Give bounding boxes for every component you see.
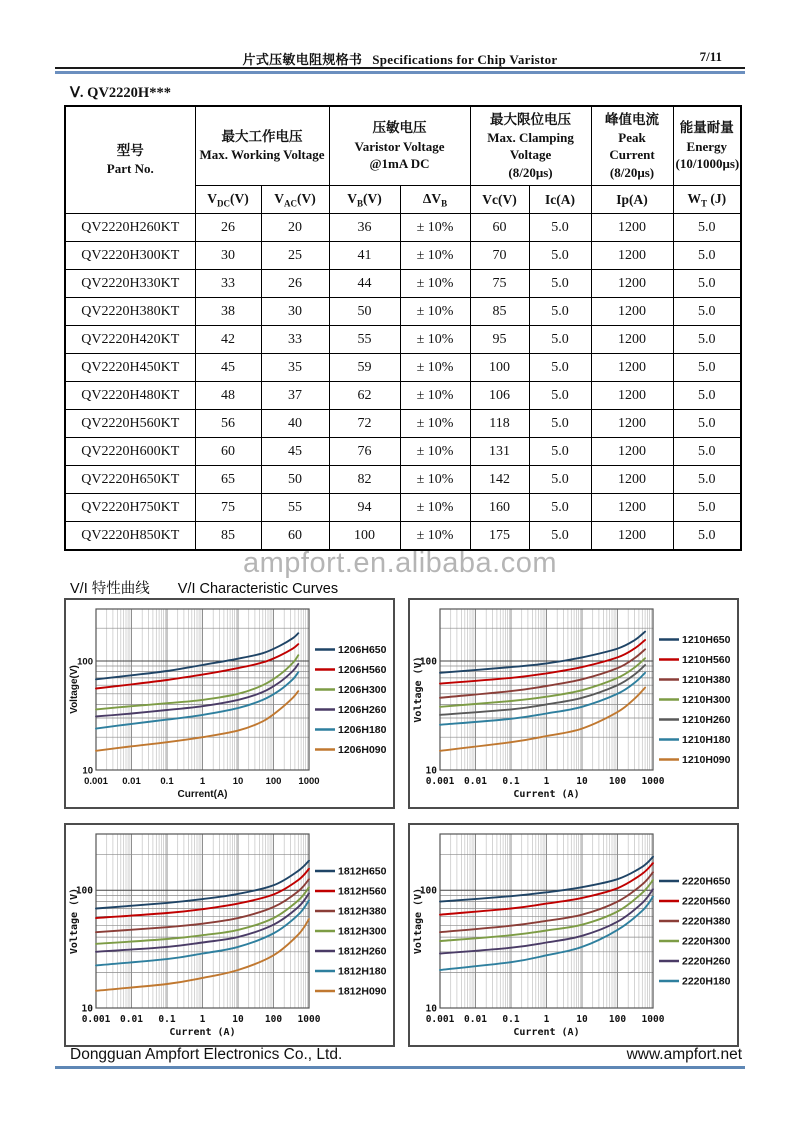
x-tick-label: 0.1	[502, 776, 520, 787]
legend-label: 2220H260	[682, 955, 731, 968]
y-tick-label: 10	[82, 765, 93, 777]
y-tick-label: 100	[419, 656, 437, 668]
value-cell: 1200	[591, 242, 673, 270]
table-row	[65, 382, 741, 410]
subheader-cell-3: $\Delta V_B$	[400, 186, 470, 214]
legend-label: 1210H300	[682, 694, 731, 706]
value-cell: 142	[470, 466, 529, 494]
legend-label: 1206H650	[338, 644, 387, 656]
value-cell: 5.0	[673, 522, 741, 551]
value-cell: 26	[195, 214, 261, 242]
section-title: Ⅴ. QV2220H***	[70, 85, 171, 101]
table-row	[65, 494, 741, 522]
value-cell: ± 10%	[400, 466, 470, 494]
x-axis-title: Current(A)	[177, 789, 228, 800]
x-tick-label: 1000	[641, 1014, 665, 1025]
value-cell: 45	[195, 354, 261, 382]
x-tick-label: 0.1	[158, 1014, 176, 1025]
y-tick-label: 10	[425, 1003, 437, 1015]
value-cell: 1200	[591, 466, 673, 494]
legend-label: 1206H180	[338, 724, 387, 736]
clamping-en2: Voltage	[509, 147, 552, 163]
x-tick-label: 1	[199, 1014, 206, 1025]
part-no-cell: QV2220H260KT	[65, 214, 195, 242]
varistor-en1: Varistor Voltage	[354, 138, 445, 154]
value-cell: 55	[329, 326, 400, 354]
value-cell: 1200	[591, 214, 673, 242]
header-rule-black	[55, 67, 745, 69]
x-tick-label: 1	[543, 776, 550, 787]
part-no-cell: QV2220H480KT	[65, 382, 195, 410]
clamping-en3: (8/20μs)	[508, 164, 553, 180]
peak-en1: Peak	[618, 129, 646, 145]
value-cell: 5.0	[529, 298, 591, 326]
footer-rule-blue	[55, 1066, 745, 1069]
part-no-cell: QV2220H420KT	[65, 326, 195, 354]
value-cell: 106	[470, 382, 529, 410]
vi-chart-svg	[410, 825, 737, 1045]
value-cell: 56	[195, 410, 261, 438]
y-axis-title: Voltage (V)	[413, 656, 424, 723]
x-tick-label: 10	[576, 776, 588, 787]
x-tick-label: 1	[199, 776, 206, 787]
page-number: 7/11	[699, 49, 722, 64]
value-cell: 5.0	[673, 326, 741, 354]
value-cell: 45	[261, 438, 329, 466]
x-tick-label: 100	[264, 1014, 283, 1025]
y-axis-title: Voltage(V)	[69, 665, 80, 714]
table-row	[65, 214, 741, 242]
legend-label: 2220H180	[682, 975, 731, 988]
value-cell: 5.0	[529, 438, 591, 466]
x-tick-label: 0.1	[160, 776, 174, 787]
value-cell: 5.0	[673, 298, 741, 326]
footer-company: Dongguan Ampfort Electronics Co., Ltd.	[70, 1046, 343, 1063]
legend-label: 1812H560	[338, 885, 387, 898]
value-cell: 36	[329, 214, 400, 242]
value-cell: ± 10%	[400, 382, 470, 410]
value-cell: 5.0	[529, 382, 591, 410]
y-axis-title: Voltage (V)	[69, 887, 80, 955]
value-cell: 5.0	[673, 354, 741, 382]
varistor-cn: 压敏电压	[372, 120, 427, 136]
value-cell: ± 10%	[400, 298, 470, 326]
vi-chart-1210	[408, 598, 739, 809]
table-row	[65, 466, 741, 494]
part-no-cell: QV2220H560KT	[65, 410, 195, 438]
x-tick-label: 10	[232, 776, 244, 787]
legend-label: 1812H180	[338, 965, 387, 978]
table-group-header-row	[65, 106, 741, 186]
table-row	[65, 522, 741, 551]
x-tick-label: 0.001	[84, 776, 108, 787]
part-no-cell: QV2220H300KT	[65, 242, 195, 270]
value-cell: 30	[261, 298, 329, 326]
value-cell: 48	[195, 382, 261, 410]
value-cell: 5.0	[673, 410, 741, 438]
part-no-cell: QV2220H750KT	[65, 494, 195, 522]
subheader-cell-6: Ip(A)	[591, 186, 673, 214]
legend-label: 1206H300	[338, 684, 387, 696]
value-cell: 1200	[591, 522, 673, 551]
value-cell: 5.0	[673, 214, 741, 242]
x-tick-label: 100	[608, 1014, 627, 1025]
y-tick-label: 100	[77, 656, 93, 668]
x-tick-label: 100	[608, 776, 627, 787]
x-tick-label: 0.001	[425, 1014, 455, 1025]
part-no-cell: QV2220H600KT	[65, 438, 195, 466]
value-cell: 5.0	[529, 354, 591, 382]
value-cell: 5.0	[529, 326, 591, 354]
legend-label: 2220H650	[682, 875, 731, 888]
value-cell: ± 10%	[400, 242, 470, 270]
value-cell: 5.0	[673, 242, 741, 270]
curves-title-en: V/I Characteristic Curves	[177, 581, 339, 597]
y-tick-label: 10	[425, 765, 437, 777]
value-cell: 160	[470, 494, 529, 522]
value-cell: 5.0	[673, 438, 741, 466]
legend-label: 2220H560	[682, 895, 731, 908]
watermark-text: ampfort.en.alibaba.com	[242, 547, 558, 579]
value-cell: 26	[261, 270, 329, 298]
value-cell: 65	[195, 466, 261, 494]
x-axis-title: Current (A)	[169, 1027, 236, 1038]
legend-label: 1206H560	[338, 664, 387, 676]
value-cell: 5.0	[529, 494, 591, 522]
x-tick-label: 1	[543, 1014, 550, 1025]
table-row	[65, 326, 741, 354]
energy-en1: Energy	[686, 138, 727, 154]
value-cell: 1200	[591, 298, 673, 326]
part-no-en: Part No.	[106, 161, 154, 177]
value-cell: 62	[329, 382, 400, 410]
peak-en3: (8/20μs)	[609, 164, 655, 180]
value-cell: 5.0	[673, 270, 741, 298]
value-cell: 50	[329, 298, 400, 326]
table-row	[65, 242, 741, 270]
value-cell: 5.0	[673, 494, 741, 522]
value-cell: 5.0	[529, 410, 591, 438]
y-axis-title: Voltage (V)	[413, 887, 424, 955]
clamping-en1: Max. Clamping	[487, 129, 574, 145]
value-cell: 5.0	[529, 522, 591, 551]
legend-label: 1210H380	[682, 674, 731, 686]
x-tick-label: 0.01	[464, 1014, 487, 1025]
value-cell: 60	[261, 522, 329, 551]
value-cell: 50	[261, 466, 329, 494]
x-axis-title: Current (A)	[513, 1027, 580, 1038]
subheader-cell-4: Vc(V)	[470, 186, 529, 214]
col-header-part-no	[65, 106, 195, 214]
x-tick-label: 0.001	[425, 776, 455, 787]
table-row	[65, 354, 741, 382]
value-cell: 38	[195, 298, 261, 326]
col-header-peak-current	[591, 106, 673, 186]
value-cell: 41	[329, 242, 400, 270]
vi-chart-1812	[64, 823, 395, 1047]
y-tick-label: 10	[81, 1003, 93, 1015]
value-cell: 70	[470, 242, 529, 270]
peak-en2: Current	[609, 147, 655, 163]
col-header-energy	[673, 106, 741, 186]
part-no-cell: QV2220H330KT	[65, 270, 195, 298]
value-cell: 5.0	[673, 466, 741, 494]
x-tick-label: 1000	[298, 776, 320, 787]
value-cell: 82	[329, 466, 400, 494]
value-cell: 5.0	[529, 242, 591, 270]
col-header-working-voltage	[195, 106, 329, 186]
x-tick-label: 10	[576, 1014, 588, 1025]
col-header-varistor-voltage	[329, 106, 470, 186]
x-tick-label: 1000	[297, 1014, 321, 1025]
legend-label: 1206H090	[338, 744, 387, 756]
value-cell: 60	[470, 214, 529, 242]
energy-cn: 能量耐量	[679, 120, 734, 136]
value-cell: ± 10%	[400, 354, 470, 382]
vi-chart-svg	[410, 600, 737, 807]
subheader-cell-0: $V_{DC}(V)$	[195, 186, 261, 214]
x-tick-label: 0.01	[122, 776, 141, 787]
doc-title-en: Specifications for Chip Varistor	[372, 52, 558, 67]
value-cell: 5.0	[529, 466, 591, 494]
part-no-cn: 型号	[116, 143, 144, 159]
value-cell: 1200	[591, 494, 673, 522]
value-cell: 1200	[591, 410, 673, 438]
value-cell: 33	[261, 326, 329, 354]
varistor-en2: @1mA DC	[369, 156, 430, 172]
value-cell: 60	[195, 438, 261, 466]
x-axis-title: Current (A)	[513, 789, 580, 800]
value-cell: 40	[261, 410, 329, 438]
x-tick-label: 0.01	[464, 776, 487, 787]
vi-chart-1206	[64, 598, 395, 809]
working-cn: 最大工作电压	[221, 129, 303, 145]
value-cell: 100	[470, 354, 529, 382]
value-cell: 72	[329, 410, 400, 438]
x-tick-label: 1000	[641, 776, 665, 787]
value-cell: ± 10%	[400, 438, 470, 466]
value-cell: 59	[329, 354, 400, 382]
value-cell: 25	[261, 242, 329, 270]
subheader-cell-1: $V_{AC}(V)$	[261, 186, 329, 214]
footer-website: www.ampfort.net	[626, 1046, 742, 1063]
value-cell: 100	[329, 522, 400, 551]
value-cell: 1200	[591, 438, 673, 466]
legend-label: 1812H090	[338, 985, 387, 998]
value-cell: ± 10%	[400, 214, 470, 242]
value-cell: 175	[470, 522, 529, 551]
value-cell: 75	[195, 494, 261, 522]
header-rule-blue	[55, 71, 745, 74]
value-cell: ± 10%	[400, 326, 470, 354]
curves-section-title	[70, 577, 338, 598]
value-cell: ± 10%	[400, 410, 470, 438]
spec-table	[64, 105, 742, 551]
value-cell: 37	[261, 382, 329, 410]
x-tick-label: 0.1	[502, 1014, 520, 1025]
value-cell: 5.0	[673, 382, 741, 410]
curves-title-cn: V/I 特性曲线	[70, 581, 150, 597]
table-row	[65, 438, 741, 466]
value-cell: 42	[195, 326, 261, 354]
value-cell: ± 10%	[400, 270, 470, 298]
legend-label: 1812H380	[338, 905, 387, 918]
doc-header	[0, 49, 800, 68]
legend-label: 1812H300	[338, 925, 387, 938]
x-tick-label: 0.01	[120, 1014, 143, 1025]
part-no-cell: QV2220H450KT	[65, 354, 195, 382]
value-cell: 95	[470, 326, 529, 354]
x-tick-label: 10	[232, 1014, 244, 1025]
legend-label: 1210H650	[682, 634, 731, 646]
value-cell: 118	[470, 410, 529, 438]
value-cell: 1200	[591, 270, 673, 298]
legend-label: 2220H380	[682, 915, 731, 928]
table-row	[65, 298, 741, 326]
legend-label: 1210H260	[682, 714, 731, 726]
legend-label: 1812H260	[338, 945, 387, 958]
part-no-cell: QV2220H380KT	[65, 298, 195, 326]
value-cell: 5.0	[529, 270, 591, 298]
value-cell: 85	[470, 298, 529, 326]
subheader-cell-7: $W_T$ (J)	[673, 186, 741, 214]
subheader-cell-2: $V_B(V)$	[329, 186, 400, 214]
legend-label: 1812H650	[338, 865, 387, 878]
part-no-cell: QV2220H650KT	[65, 466, 195, 494]
value-cell: 20	[261, 214, 329, 242]
value-cell: 76	[329, 438, 400, 466]
vi-chart-svg	[66, 600, 393, 807]
part-no-cell: QV2220H850KT	[65, 522, 195, 551]
table-row	[65, 410, 741, 438]
legend-label: 1210H180	[682, 734, 731, 746]
peak-cn: 峰值电流	[605, 111, 660, 127]
vi-chart-2220	[408, 823, 739, 1047]
legend-label: 1210H560	[682, 654, 731, 666]
vi-chart-svg	[66, 825, 393, 1045]
value-cell: 1200	[591, 382, 673, 410]
col-header-clamping-voltage	[470, 106, 591, 186]
value-cell: 30	[195, 242, 261, 270]
value-cell: 33	[195, 270, 261, 298]
y-tick-label: 100	[419, 885, 437, 897]
doc-title-cn: 片式压敏电阻规格书	[242, 52, 363, 67]
legend-label: 2220H300	[682, 935, 731, 948]
clamping-cn: 最大限位电压	[490, 111, 572, 127]
x-tick-label: 100	[265, 776, 282, 787]
value-cell: 55	[261, 494, 329, 522]
value-cell: 94	[329, 494, 400, 522]
value-cell: 44	[329, 270, 400, 298]
working-en: Max. Working Voltage	[199, 147, 325, 163]
value-cell: 85	[195, 522, 261, 551]
value-cell: 35	[261, 354, 329, 382]
legend-label: 1206H260	[338, 704, 387, 716]
value-cell: ± 10%	[400, 494, 470, 522]
value-cell: 1200	[591, 326, 673, 354]
value-cell: 1200	[591, 354, 673, 382]
value-cell: ± 10%	[400, 522, 470, 551]
energy-en2: (10/1000μs)	[675, 156, 740, 172]
value-cell: 75	[470, 270, 529, 298]
x-tick-label: 0.001	[81, 1014, 111, 1025]
legend-label: 1210H090	[682, 754, 731, 766]
y-tick-label: 100	[75, 885, 93, 897]
table-row	[65, 270, 741, 298]
value-cell: 131	[470, 438, 529, 466]
value-cell: 5.0	[529, 214, 591, 242]
subheader-cell-5: Ic(A)	[529, 186, 591, 214]
